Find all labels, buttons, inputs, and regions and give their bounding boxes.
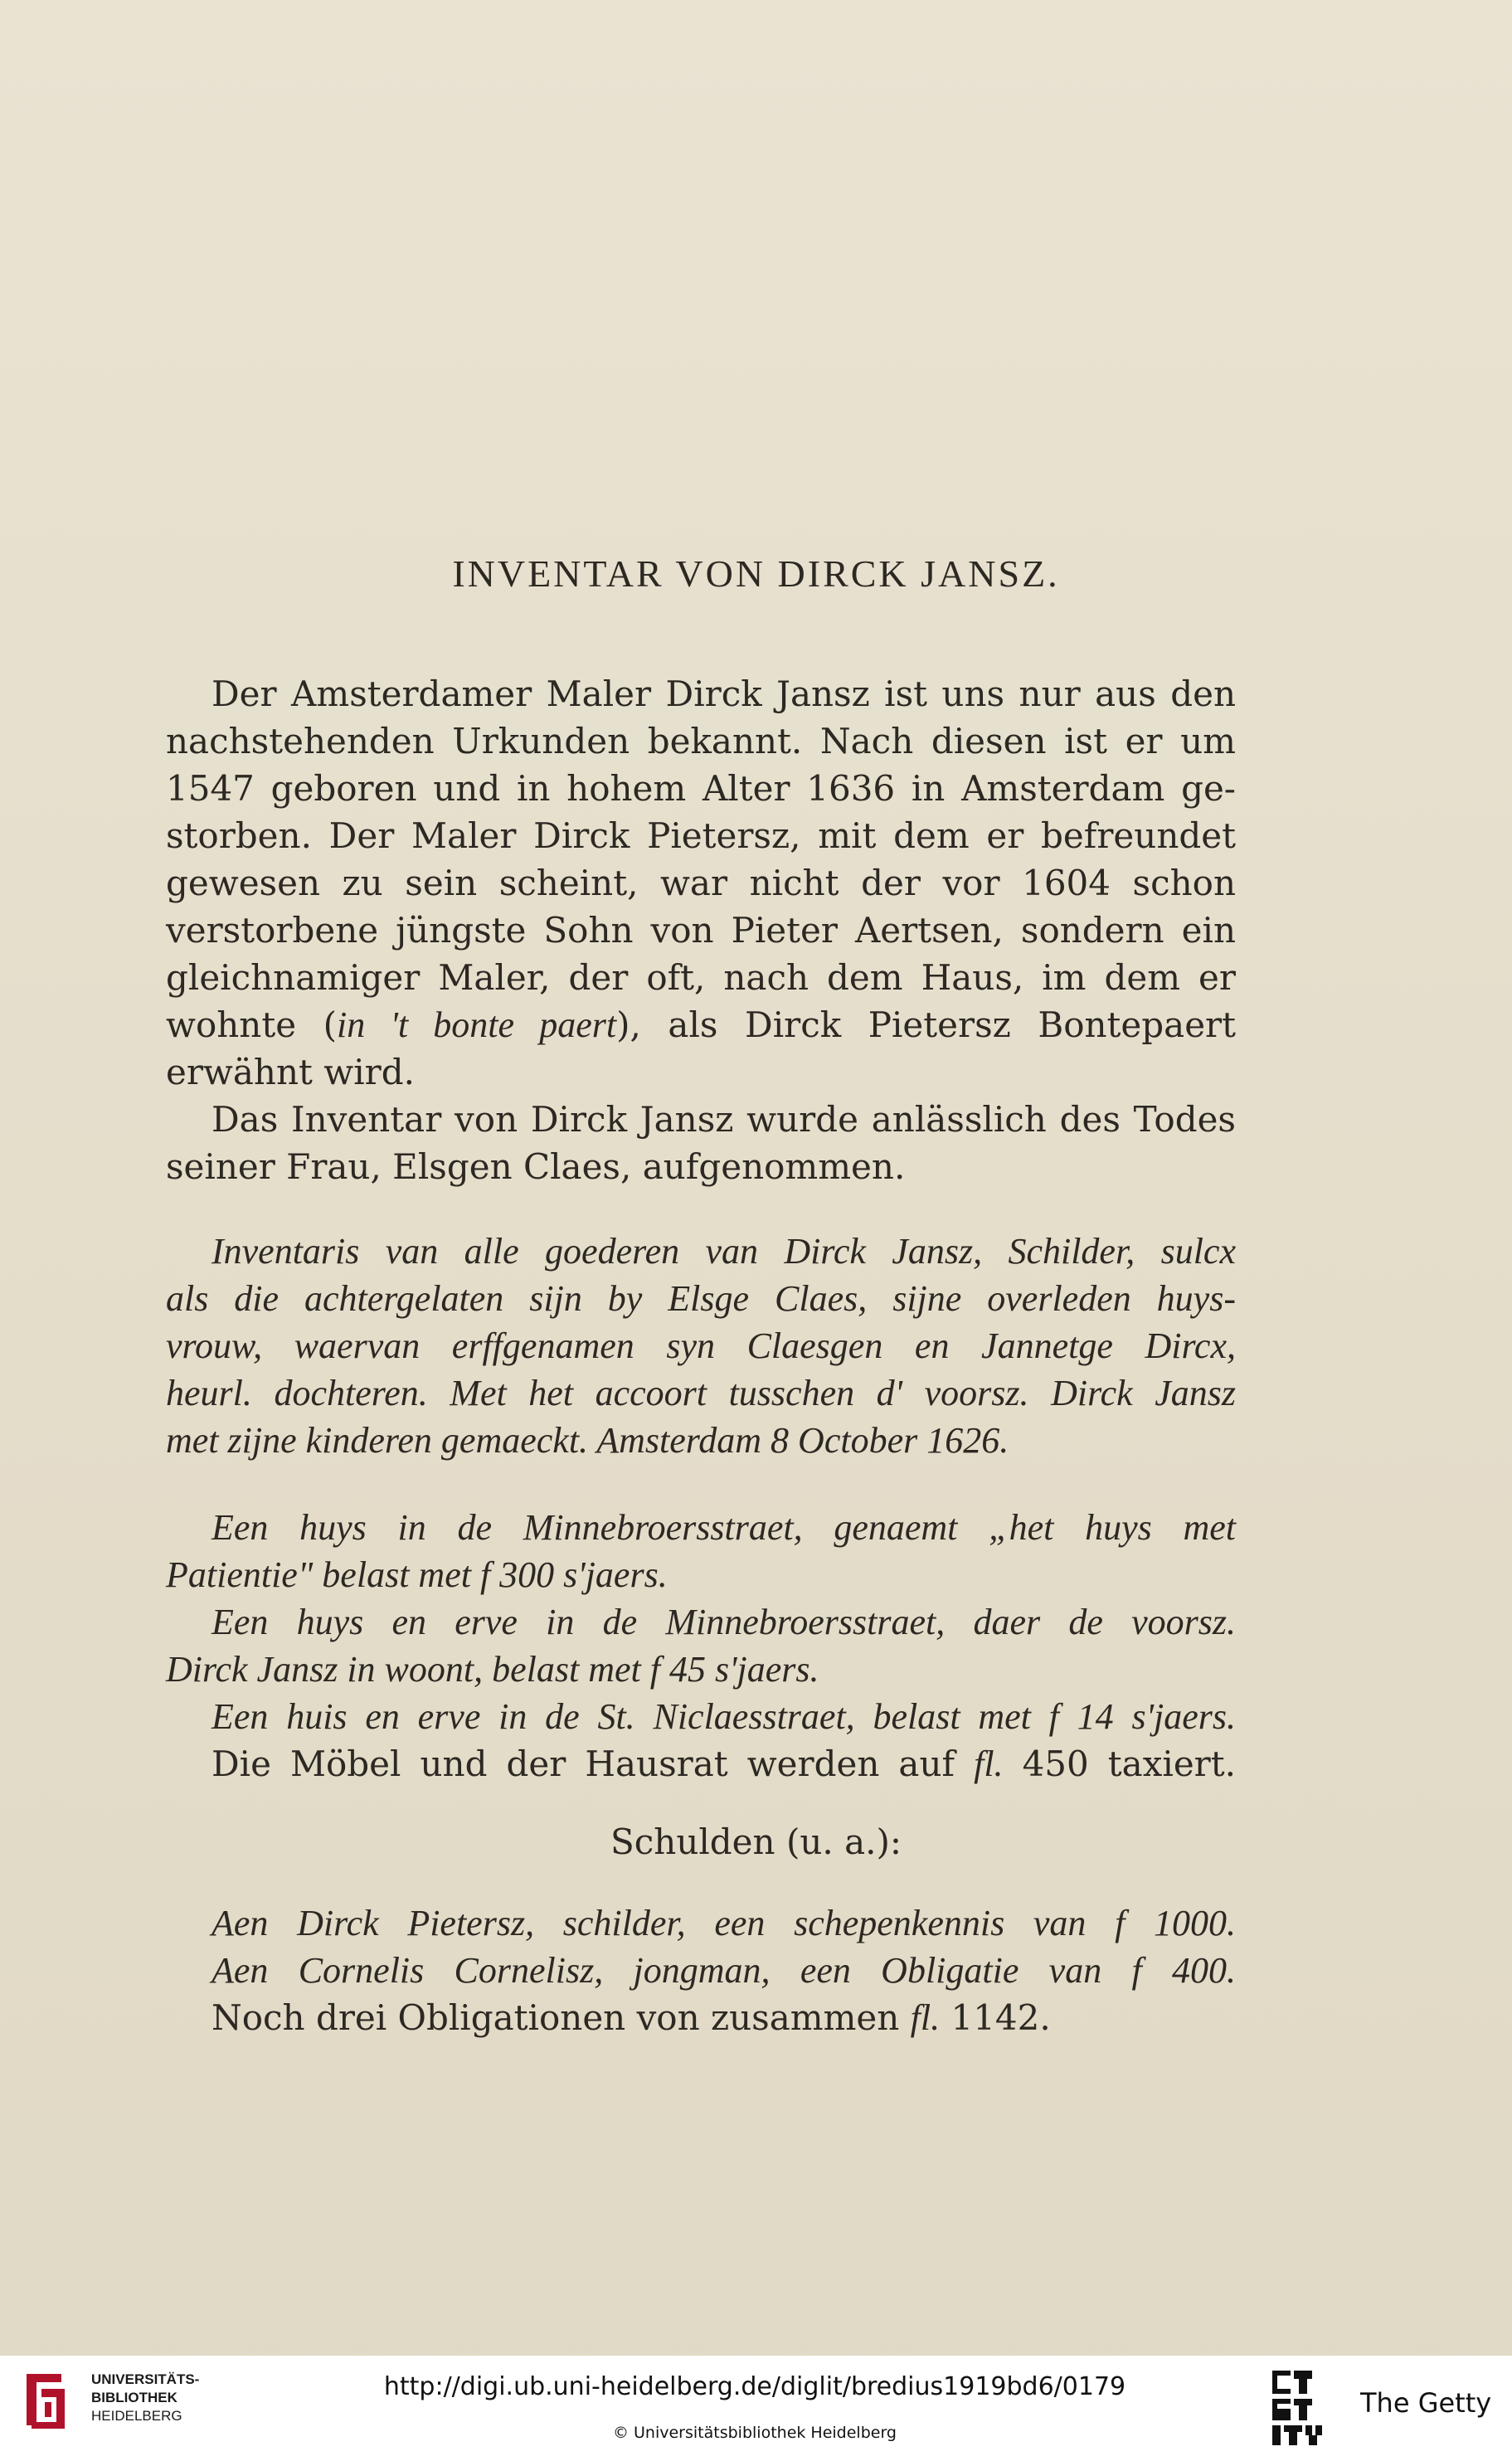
text-line: Das Inventar von Dirck Jansz wurde anlässlich des Todes — [211, 1099, 1236, 1140]
text-line: verstorbene jüngste Sohn von Pieter Aertsen, sondern ein — [166, 910, 1236, 951]
text-run: 450 taxiert. — [1003, 1744, 1236, 1784]
copyright-notice: © Universitätsbibliothek Heidelberg — [612, 2424, 897, 2442]
text-run: ), als Dirck Pietersz Bontepaert — [616, 1004, 1236, 1045]
text-line — [166, 1994, 1236, 2041]
text-line: gleichnamiger Maler, der oft, nach dem Haus, im dem er — [166, 957, 1236, 998]
text-run: 1142. — [940, 1997, 1051, 2038]
text-line: Dirck Jansz in woont, belast met f 45 s'jaers. — [166, 1649, 819, 1690]
text-line: 1547 geboren und in hohem Alter 1636 in Amsterdam ge- — [166, 768, 1236, 809]
italic-phrase: in 't bonte paert — [337, 1004, 617, 1045]
schulden-section — [166, 1899, 1236, 2041]
text-line: Aen Cornelis Cornelisz, jongman, een Obligatie van f 400. — [211, 1950, 1236, 1991]
text-line: Een huys en erve in de Minnebroersstraet, daer de voorsz. — [211, 1602, 1236, 1642]
footer-bar — [0, 2356, 1512, 2461]
permalink-url[interactable]: http://digi.ub.uni-heidelberg.de/diglit/bredius1919bd6/0179 — [383, 2372, 1126, 2401]
text-line: met zijne kinderen gemaeckt. Amsterdam 8 October 1626. — [166, 1420, 1009, 1461]
italic-phrase: fl. — [974, 1744, 1004, 1784]
houses-section — [166, 1504, 1236, 1787]
text-line: Aen Dirck Pietersz, schilder, een schepenkennis van f 1000. — [211, 1903, 1236, 1943]
text-line: als die achtergelaten sijn by Elsge Claes, sijne overleden huys- — [166, 1278, 1236, 1319]
text-line: erwähnt wird. — [166, 1052, 415, 1092]
text-line: Der Amsterdamer Maler Dirck Jansz ist uns nur aus den — [211, 674, 1236, 714]
text-line: seiner Frau, Elsgen Claes, aufgenommen. — [166, 1146, 906, 1187]
text-run: Noch drei Obligationen von zusammen — [211, 1997, 911, 2038]
inventaris-paragraph — [166, 1228, 1236, 1464]
text-line: storben. Der Maler Dirck Pietersz, mit dem er befreundet — [166, 815, 1236, 856]
university-library-heidelberg-logo-icon — [12, 2367, 80, 2435]
schulden-heading: Schulden (u. a.): — [610, 1821, 902, 1862]
library-name-line: UNIVERSITÄTS- — [91, 2371, 200, 2387]
text-line: Een huis en erve in de St. Niclaesstraet, belast met f 14 s'jaers. — [211, 1696, 1236, 1737]
italic-phrase: fl. — [910, 1997, 941, 2038]
text-line: gewesen zu sein scheint, war nicht der vor 1604 schon — [166, 863, 1236, 903]
text-line: Inventaris van alle goederen van Dirck Jansz, Schilder, sulcx — [211, 1231, 1236, 1272]
library-name-line: HEIDELBERG — [91, 2408, 182, 2424]
text-run: wohnte ( — [166, 1004, 338, 1045]
text-line: heurl. dochteren. Met het accoort tusschen d' voorsz. Dirck Jansz — [166, 1373, 1236, 1413]
text-line: vrouw, waervan erffgenamen syn Claesgen en Jannetge Dircx, — [166, 1325, 1236, 1366]
page-title: INVENTAR VON DIRCK JANSZ. — [452, 552, 1060, 595]
text-line — [166, 1001, 1236, 1048]
text-line: Een huys in de Minnebroersstraet, genaemt „het huys met — [211, 1507, 1236, 1548]
getty-logo-icon — [1269, 2367, 1327, 2450]
intro-paragraph — [166, 670, 1236, 1190]
getty-label: The Getty — [1360, 2387, 1492, 2419]
text-run: Die Möbel und der Hausrat werden auf — [211, 1744, 975, 1784]
text-line — [166, 1740, 1236, 1787]
text-line: nachstehenden Urkunden bekannt. Nach diesen ist er um — [166, 721, 1236, 761]
library-name — [91, 2371, 199, 2425]
text-line: Patientie" belast met f 300 s'jaers. — [166, 1554, 668, 1595]
library-name-line: BIBLIOTHEK — [91, 2390, 177, 2405]
